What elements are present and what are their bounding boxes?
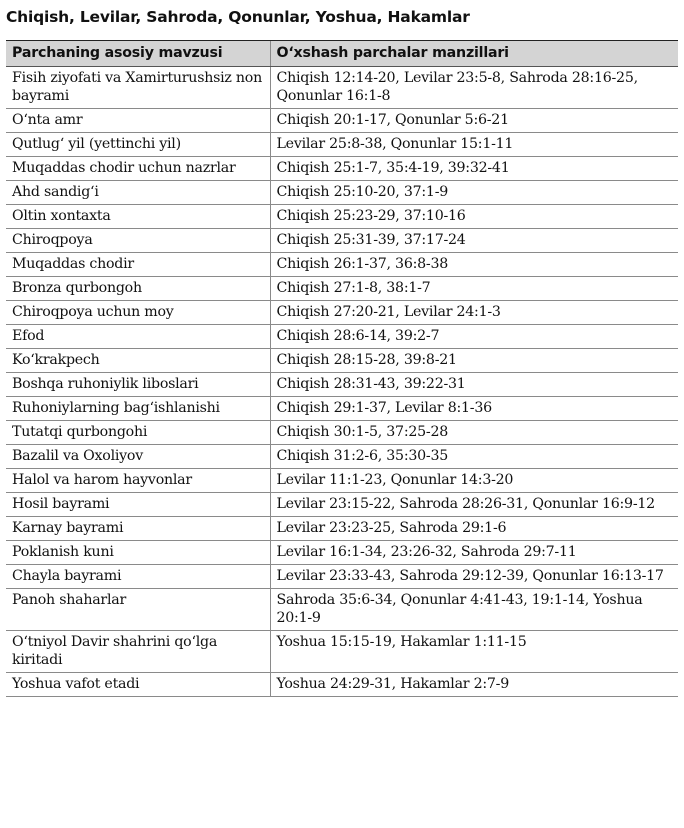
references-cell: Chiqish 12:14-20, Levilar 23:5-8, Sahroda 28:16-25, Qonunlar 16:1-8 <box>270 67 678 109</box>
topic-cell: Muqaddas chodir <box>6 253 270 277</box>
page-title: Chiqish, Levilar, Sahroda, Qonunlar, Yoshua, Hakamlar <box>6 8 470 26</box>
table-row <box>6 253 678 277</box>
parallel-passages-table <box>6 40 678 697</box>
references-cell: Chiqish 30:1-5, 37:25-28 <box>270 421 678 445</box>
topic-cell: Chayla bayrami <box>6 565 270 589</box>
table-row <box>6 325 678 349</box>
table-row <box>6 421 678 445</box>
references-cell: Levilar 23:15-22, Sahroda 28:26-31, Qonunlar 16:9-12 <box>270 493 678 517</box>
references-cell: Chiqish 25:23-29, 37:10-16 <box>270 205 678 229</box>
topic-cell: O‘tniyol Davir shahrini qo‘lga kiritadi <box>6 631 270 673</box>
table-header-row <box>6 41 678 67</box>
references-cell: Chiqish 27:20-21, Levilar 24:1-3 <box>270 301 678 325</box>
topic-cell: Chiroqpoya uchun moy <box>6 301 270 325</box>
references-cell: Levilar 25:8-38, Qonunlar 15:1-11 <box>270 133 678 157</box>
table-row <box>6 109 678 133</box>
references-cell: Chiqish 31:2-6, 35:30-35 <box>270 445 678 469</box>
table-row <box>6 565 678 589</box>
column-header-references: O‘xshash parchalar manzillari <box>270 41 678 67</box>
table-row <box>6 373 678 397</box>
table-row <box>6 205 678 229</box>
references-cell: Chiqish 28:15-28, 39:8-21 <box>270 349 678 373</box>
table-row <box>6 517 678 541</box>
topic-cell: Ruhoniylarning bag‘ishlanishi <box>6 397 270 421</box>
references-cell: Yoshua 24:29-31, Hakamlar 2:7-9 <box>270 673 678 697</box>
references-cell: Levilar 23:23-25, Sahroda 29:1-6 <box>270 517 678 541</box>
table-row <box>6 673 678 697</box>
table-row <box>6 349 678 373</box>
references-cell: Chiqish 25:10-20, 37:1-9 <box>270 181 678 205</box>
references-cell: Chiqish 27:1-8, 38:1-7 <box>270 277 678 301</box>
topic-cell: Bazalil va Oxoliyov <box>6 445 270 469</box>
topic-cell: Yoshua vafot etadi <box>6 673 270 697</box>
references-cell: Levilar 16:1-34, 23:26-32, Sahroda 29:7-11 <box>270 541 678 565</box>
topic-cell: Bronza qurbongoh <box>6 277 270 301</box>
topic-cell: Qutlug‘ yil (yettinchi yil) <box>6 133 270 157</box>
table-row <box>6 445 678 469</box>
table-row <box>6 397 678 421</box>
table-row <box>6 631 678 673</box>
topic-cell: Karnay bayrami <box>6 517 270 541</box>
table-row <box>6 469 678 493</box>
topic-cell: Fisih ziyofati va Xamirturushsiz non bayrami <box>6 67 270 109</box>
references-cell: Chiqish 25:1-7, 35:4-19, 39:32-41 <box>270 157 678 181</box>
topic-cell: O‘nta amr <box>6 109 270 133</box>
references-cell: Levilar 23:33-43, Sahroda 29:12-39, Qonunlar 16:13-17 <box>270 565 678 589</box>
column-header-topic: Parchaning asosiy mavzusi <box>6 41 270 67</box>
table-row <box>6 157 678 181</box>
references-cell: Sahroda 35:6-34, Qonunlar 4:41-43, 19:1-14, Yoshua 20:1-9 <box>270 589 678 631</box>
table-row <box>6 493 678 517</box>
references-cell: Chiqish 26:1-37, 36:8-38 <box>270 253 678 277</box>
topic-cell: Muqaddas chodir uchun nazrlar <box>6 157 270 181</box>
table-row <box>6 301 678 325</box>
topic-cell: Poklanish kuni <box>6 541 270 565</box>
references-cell: Chiqish 28:6-14, 39:2-7 <box>270 325 678 349</box>
topic-cell: Tutatqi qurbongohi <box>6 421 270 445</box>
references-cell: Chiqish 28:31-43, 39:22-31 <box>270 373 678 397</box>
topic-cell: Hosil bayrami <box>6 493 270 517</box>
topic-cell: Chiroqpoya <box>6 229 270 253</box>
topic-cell: Ko‘krakpech <box>6 349 270 373</box>
references-cell: Chiqish 29:1-37, Levilar 8:1-36 <box>270 397 678 421</box>
topic-cell: Boshqa ruhoniylik liboslari <box>6 373 270 397</box>
references-cell: Yoshua 15:15-19, Hakamlar 1:11-15 <box>270 631 678 673</box>
topic-cell: Halol va harom hayvonlar <box>6 469 270 493</box>
topic-cell: Ahd sandig‘i <box>6 181 270 205</box>
references-cell: Chiqish 25:31-39, 37:17-24 <box>270 229 678 253</box>
table-row <box>6 589 678 631</box>
topic-cell: Oltin xontaxta <box>6 205 270 229</box>
table-row <box>6 133 678 157</box>
table-row <box>6 229 678 253</box>
table-row <box>6 277 678 301</box>
topic-cell: Efod <box>6 325 270 349</box>
topic-cell: Panoh shaharlar <box>6 589 270 631</box>
table-row <box>6 67 678 109</box>
table-row <box>6 541 678 565</box>
references-cell: Chiqish 20:1-17, Qonunlar 5:6-21 <box>270 109 678 133</box>
table-row <box>6 181 678 205</box>
references-cell: Levilar 11:1-23, Qonunlar 14:3-20 <box>270 469 678 493</box>
